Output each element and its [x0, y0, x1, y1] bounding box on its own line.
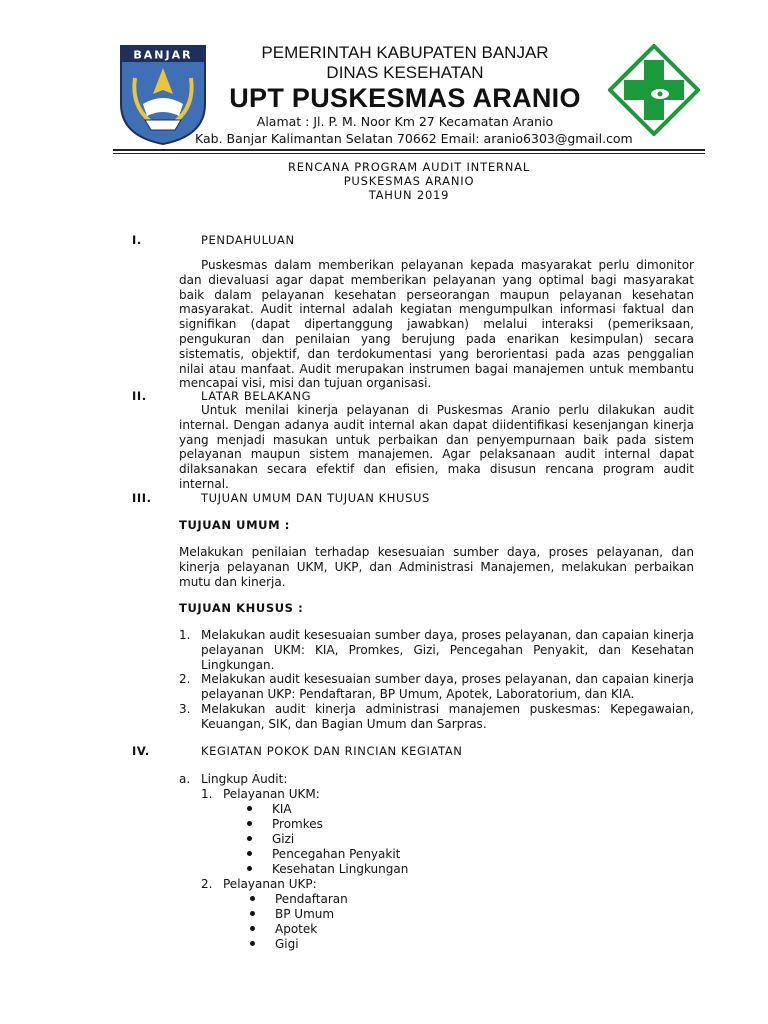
document-title: RENCANA PROGRAM AUDIT INTERNAL: [287, 160, 531, 174]
section-number: III.: [132, 491, 152, 505]
ordered-list: [179, 628, 694, 732]
bullet-item: Pencegahan Penyakit: [247, 847, 400, 861]
bullet-item: Apotek: [250, 922, 317, 936]
header-address-email: Kab. Banjar Kalimantan Selatan 70662 Email: aranio6303@gmail.com: [195, 131, 633, 146]
bullet-item: Kesehatan Lingkungan: [247, 862, 408, 876]
subsection-title: TUJUAN KHUSUS :: [179, 601, 304, 615]
bullet-item: Gigi: [250, 937, 299, 951]
list-item: 2. Melakukan audit kesesuaian sumber daya, proses pelayanan, dan capaian kinerja pelayanan UKP: Pendaftaran, BP Umum, Apotek, Laboratorium, dan KIA.: [179, 672, 694, 702]
list-item: 3. Melakukan audit kinerja administrasi manajemen puskesmas: Kepegawaian, Keuangan, SIK, dan Bagian Umum dan Sarpras.: [179, 701, 694, 731]
list-marker: 1.: [201, 787, 213, 801]
document-year: TAHUN 2019: [368, 188, 450, 202]
bullet-icon: [247, 836, 252, 841]
section-title: TUJUAN UMUM DAN TUJUAN KHUSUS: [201, 491, 430, 505]
section-title: PENDAHULUAN: [201, 233, 295, 247]
bullet-item: Gizi: [247, 832, 294, 846]
header-institution: UPT PUSKESMAS ARANIO: [229, 83, 581, 113]
bullet-icon: [250, 911, 255, 916]
list-item: Pelayanan UKP:: [223, 877, 317, 891]
bullet-icon: [247, 806, 252, 811]
section-title: KEGIATAN POKOK DAN RINCIAN KEGIATAN: [201, 744, 463, 758]
list-marker: a.: [179, 772, 191, 786]
section-paragraph: Untuk menilai kinerja pelayanan di Puskesmas Aranio perlu dilakukan audit internal. Dengan adanya audit internal akan dapat diidentifikasi kesenjangan kinerja yang menjadi masukan untuk perbaikan dan penyempurnaan baik pada sistem pelayanan maupun sistem manajemen. Agar pelaksanaan audit internal dapat dilaksanakan secara efektif dan efisien, maka disusun rencana program audit internal.: [179, 403, 694, 491]
bullet-icon: [250, 896, 255, 901]
section-number: I.: [132, 233, 142, 247]
document-subtitle: PUSKESMAS ARANIO: [343, 174, 475, 188]
bullet-icon: [250, 926, 255, 931]
section-number: IV.: [132, 744, 150, 758]
list-item: Pelayanan UKM:: [223, 787, 320, 801]
bullet-icon: [247, 866, 252, 871]
bullet-item: BP Umum: [250, 907, 334, 921]
header-department: DINAS KESEHATAN: [326, 63, 484, 82]
bullet-icon: [247, 851, 252, 856]
bullet-icon: [247, 821, 252, 826]
subsection-paragraph: Melakukan penilaian terhadap kesesuaian sumber daya, proses pelayanan, dan kinerja pelayanan UKM, UKP, dan Administrasi Manajemen, melakukan perbaikan mutu dan kinerja.: [179, 545, 694, 589]
puskesmas-logo: [608, 44, 700, 136]
bullet-item: KIA: [247, 802, 292, 816]
bullet-item: Promkes: [247, 817, 323, 831]
list-marker: 2.: [201, 877, 213, 891]
section-number: II.: [132, 389, 147, 403]
list-item: Lingkup Audit:: [201, 772, 288, 786]
svg-text:BANJAR: BANJAR: [133, 48, 193, 62]
bullet-icon: [250, 941, 255, 946]
section-paragraph: Puskesmas dalam memberikan pelayanan kepada masyarakat perlu dimonitor dan dievaluasi agar dapat memberikan pelayanan yang optimal bagi masyarakat baik dalam pelayanan kesehatan perseorangan maupun pelayanan kesehatan masyarakat. Audit internal adalah kegiatan mengumpulkan informasi faktual dan signifikan (dapat dipertanggung jawabkan) melalui interaksi (pemeriksaan, pengukuran dan penilaian yang berujung pada enarikan kesimpulan) secara sistematis, objektif, dan terdokumentasi yang berorientasi pada azas penggalian nilai atau manfaat. Audit merupakan instrumen bagai manajemen untuk membantu mencapai visi, misi dan tujuan organisasi.: [179, 258, 694, 391]
section-title: LATAR BELAKANG: [201, 389, 312, 403]
header-divider-thick: [113, 149, 705, 151]
header-address: Alamat : Jl. P. M. Noor Km 27 Kecamatan Aranio: [256, 114, 554, 129]
header-government: PEMERINTAH KABUPATEN BANJAR: [261, 43, 549, 62]
header-divider-thin: [113, 153, 705, 154]
list-item: 1. Melakukan audit kesesuaian sumber daya, proses pelayanan, dan capaian kinerja pelayanan UKM: KIA, Promkes, Gizi, Pencegahan Penyakit, dan Kesehatan Lingkungan.: [179, 628, 694, 672]
subsection-title: TUJUAN UMUM :: [179, 518, 290, 532]
bullet-item: Pendaftaran: [250, 892, 348, 906]
